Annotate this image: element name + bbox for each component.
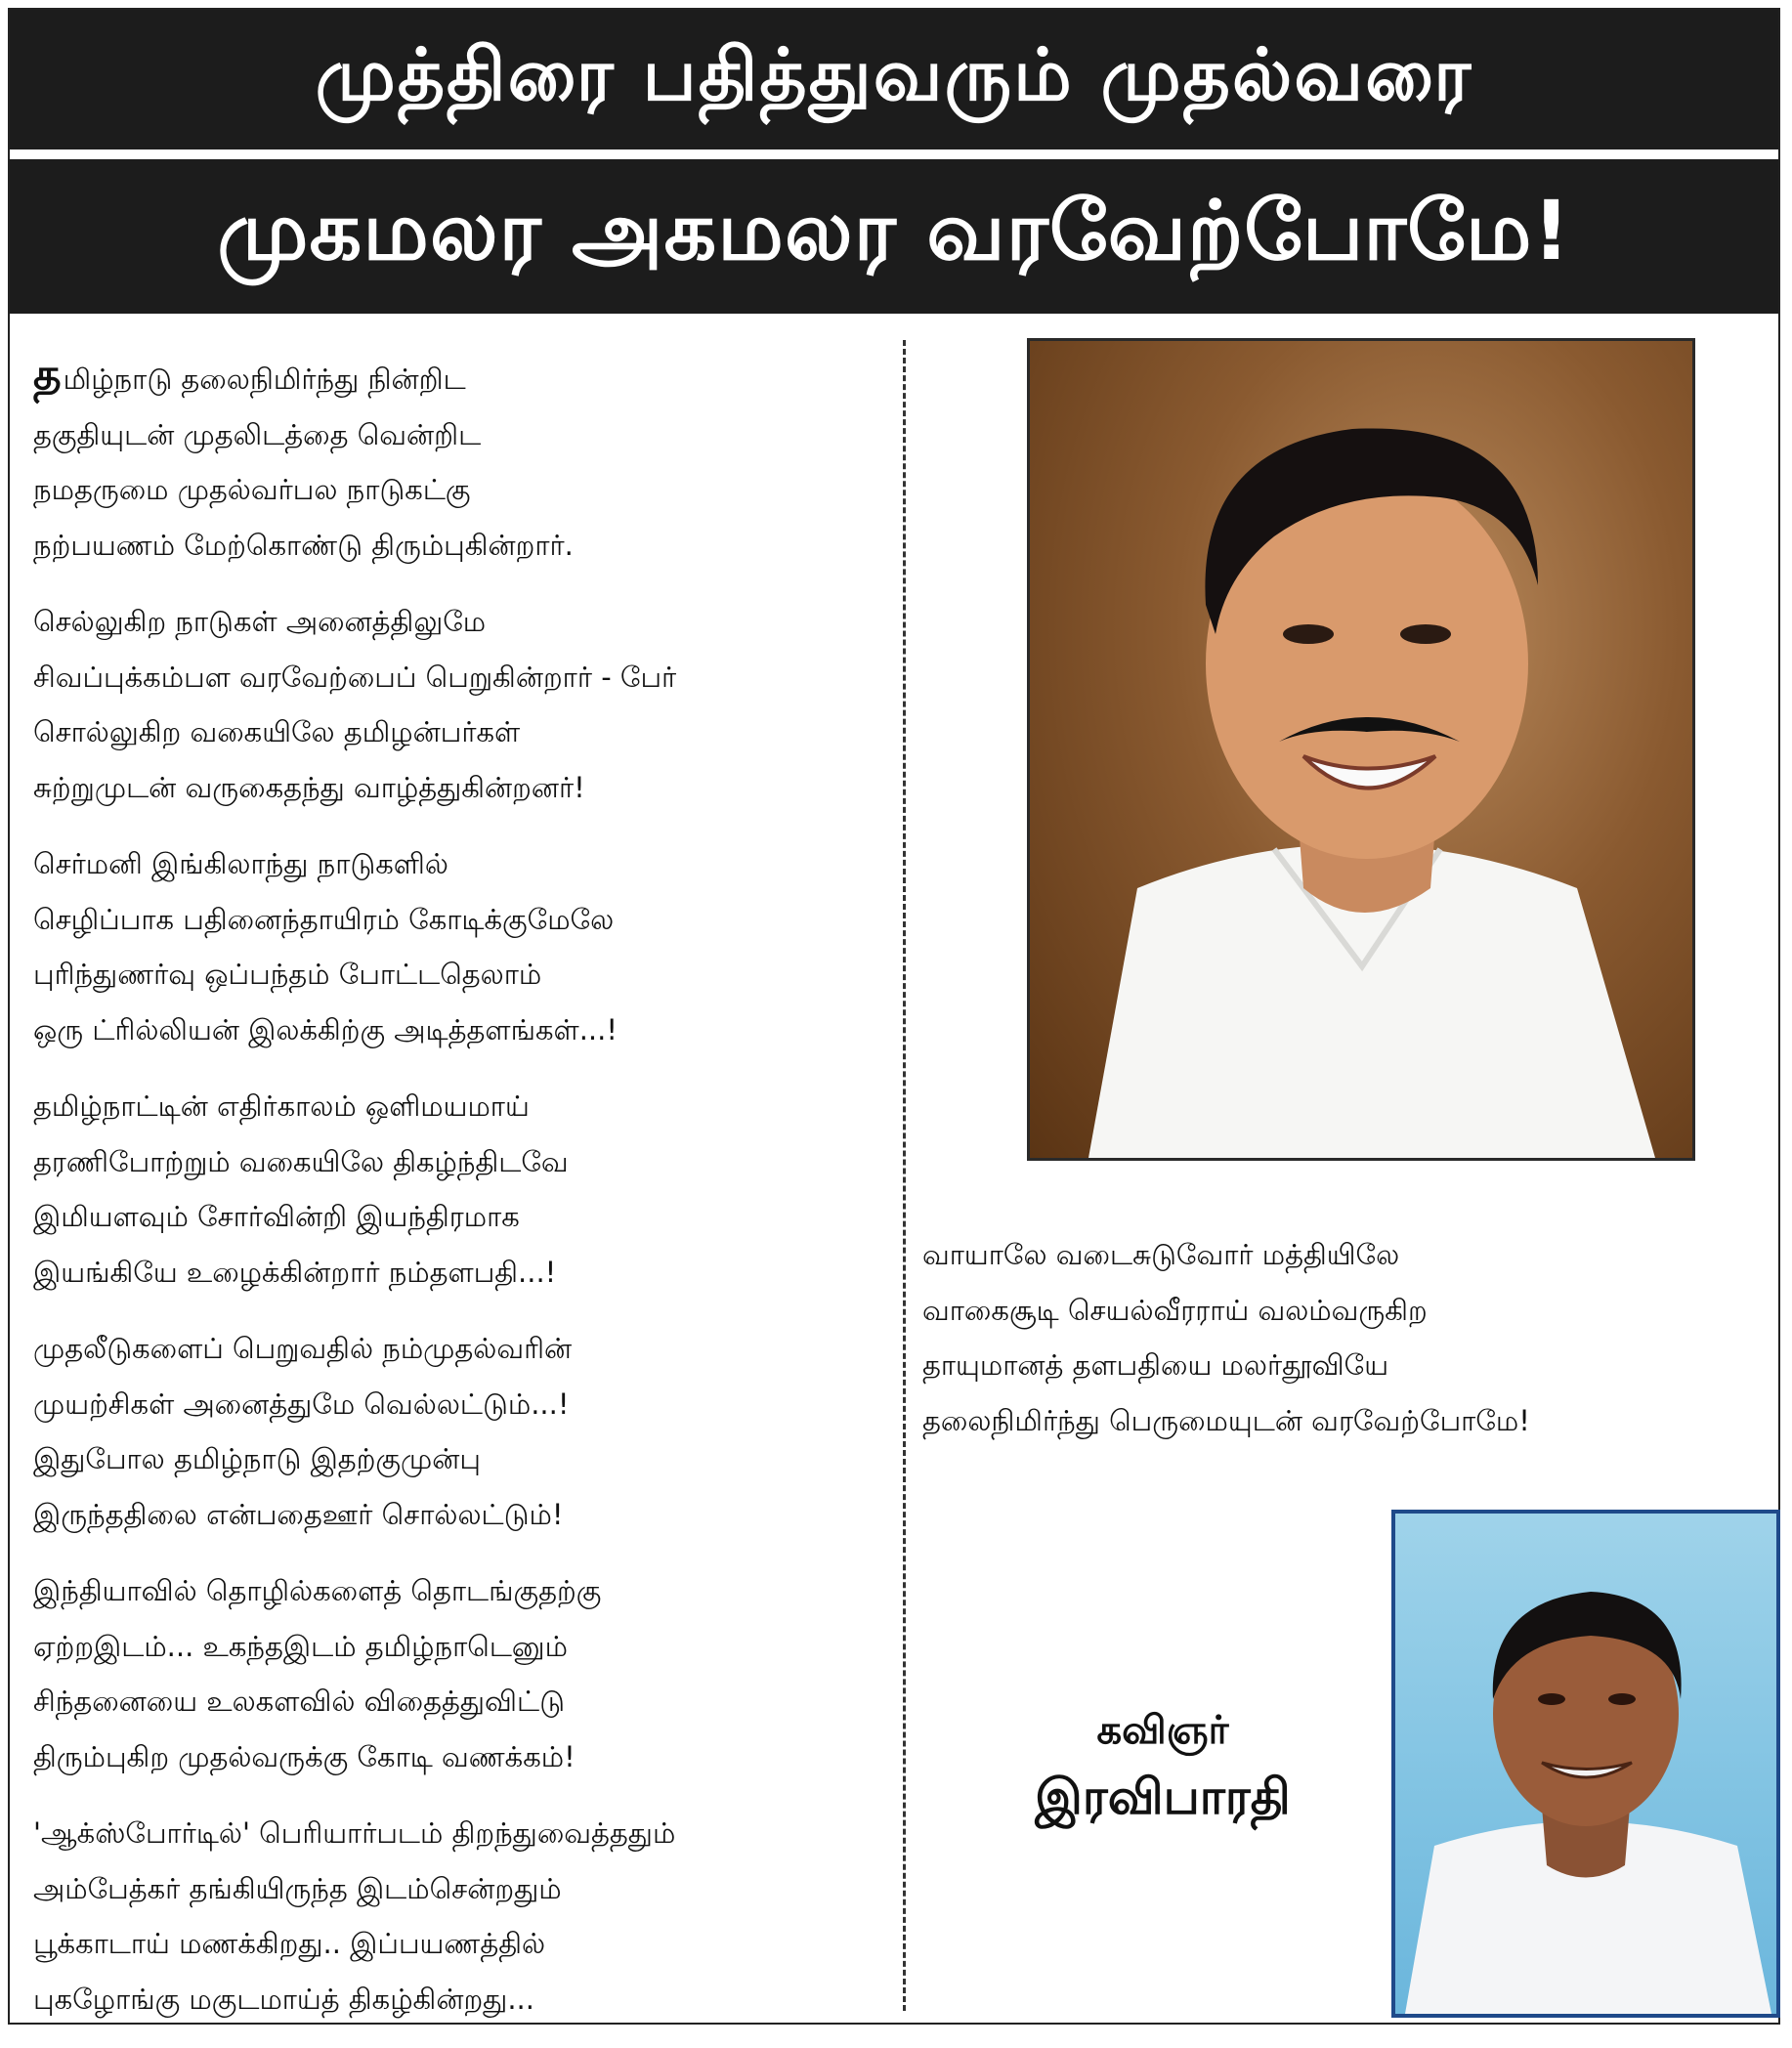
poem-line: ஒரு ட்ரில்லியன் இலக்கிற்கு அடித்தளங்கள்...! <box>33 1012 618 1046</box>
stanza-2 <box>33 594 883 815</box>
author-name: இரவிபாரதி <box>1035 1769 1291 1825</box>
poem-line: செர்மனி இங்கிலாந்து நாடுகளில் <box>33 847 448 880</box>
column-divider <box>903 340 906 2011</box>
poem-line: வாகைசூடி செயல்வீரராய் வலம்வருகிற <box>922 1293 1428 1327</box>
poem-line: அம்பேத்கர் தங்கியிருந்த இடம்சென்றதும் <box>33 1871 562 1905</box>
poem-line: நற்பயணம் மேற்கொண்டு திரும்புகின்றார். <box>33 528 574 562</box>
poem-line: முயற்சிகள் அனைத்துமே வெல்லட்டும்...! <box>33 1387 570 1421</box>
poem-line: இருந்ததிலை என்பதைஊர் சொல்லட்டும்! <box>33 1497 564 1531</box>
poem-line: சொல்லுகிற வகையிலே தமிழன்பர்கள் <box>33 715 521 748</box>
poem-left-column <box>33 352 883 2048</box>
poet-illustration <box>1395 1514 1776 2014</box>
stanza-5 <box>33 1321 883 1542</box>
poet-portrait <box>1391 1510 1780 2018</box>
stanza-3 <box>33 836 883 1057</box>
stanza-7 <box>33 1806 883 2027</box>
stanza-6 <box>33 1563 883 1784</box>
poem-line: இதுபோல தமிழ்நாடு இதற்குமுன்பு <box>33 1442 481 1475</box>
poem-line: செழிப்பாக பதினைந்தாயிரம் கோடிக்குமேலே <box>33 902 615 936</box>
poem-line: இந்தியாவில் தொழில்களைத் தொடங்குதற்கு <box>33 1574 602 1607</box>
poem-line: பூக்காடாய் மணக்கிறது.. இப்பயணத்தில் <box>33 1927 546 1960</box>
poem-line: இயங்கியே உழைக்கின்றார் நம்தளபதி...! <box>33 1255 557 1289</box>
poem-line: இமியளவும் சோர்வின்றி இயந்திரமாக <box>33 1200 520 1233</box>
poem-line: புகழோங்கு மகுடமாய்த் திகழ்கின்றது... <box>33 1982 534 2016</box>
drop-cap: த <box>33 350 62 400</box>
poem-line: தகுதியுடன் முதலிடத்தை வென்றிட <box>33 417 482 451</box>
poem-line: சுற்றுமுடன் வருகைதந்து வாழ்த்துகின்றனர்! <box>33 770 585 804</box>
poem-line: நமதருமை முதல்வர்பல நாடுகட்கு <box>33 473 471 506</box>
headline-line-1: முத்திரை பதித்துவரும் முதல்வரை <box>10 10 1778 154</box>
chief-minister-portrait <box>1027 338 1695 1161</box>
first-line-text: மிழ்நாடு தலைநிமிர்ந்து நின்றிட <box>63 363 466 396</box>
poem-line: தாயுமானத் தளபதியை மலர்தூவியே <box>922 1348 1389 1382</box>
poem-line: ஏற்றஇடம்... உகந்தஇடம் தமிழ்நாடெனும் <box>33 1629 568 1663</box>
author-title: கவிஞர் <box>1096 1708 1229 1753</box>
poem-line: 'ஆக்ஸ்போர்டில்' பெரியார்படம் திறந்துவைத்ததும் <box>33 1816 676 1850</box>
stanza-1 <box>33 352 883 573</box>
poem-line: முதலீடுகளைப் பெறுவதில் நம்முதல்வரின் <box>33 1332 573 1365</box>
article-frame <box>8 8 1780 2025</box>
portrait-illustration <box>1030 341 1692 1158</box>
poem-line: தரணிபோற்றும் வகையிலே திகழ்ந்திடவே <box>33 1144 569 1178</box>
headline-line-2: முகமலர அகமலர வரவேற்போமே! <box>10 159 1778 314</box>
poem-line: தலைநிமிர்ந்து பெருமையுடன் வரவேற்போமே! <box>922 1403 1530 1437</box>
poem-line: திரும்புகிற முதல்வருக்கு கோடி வணக்கம்! <box>33 1739 576 1773</box>
poem-line: தமிழ்நாட்டின் எதிர்காலம் ஒளிமயமாய் <box>33 1089 530 1123</box>
poem-line: வாயாலே வடைசுடுவோர் மத்தியிலே <box>922 1238 1400 1271</box>
poem-right-column <box>922 1227 1782 1448</box>
poem-line: சிந்தனையை உலகளவில் விதைத்துவிட்டு <box>33 1685 566 1718</box>
poem-line <box>33 352 883 407</box>
stanza-4 <box>33 1079 883 1300</box>
poem-line: செல்லுகிற நாடுகள் அனைத்திலுமே <box>33 605 487 638</box>
poem-line: சிவப்புக்கம்பள வரவேற்பைப் பெறுகின்றார் - பேர் <box>33 660 677 694</box>
poem-line: புரிந்துணர்வு ஒப்பந்தம் போட்டதெலாம் <box>33 958 542 991</box>
